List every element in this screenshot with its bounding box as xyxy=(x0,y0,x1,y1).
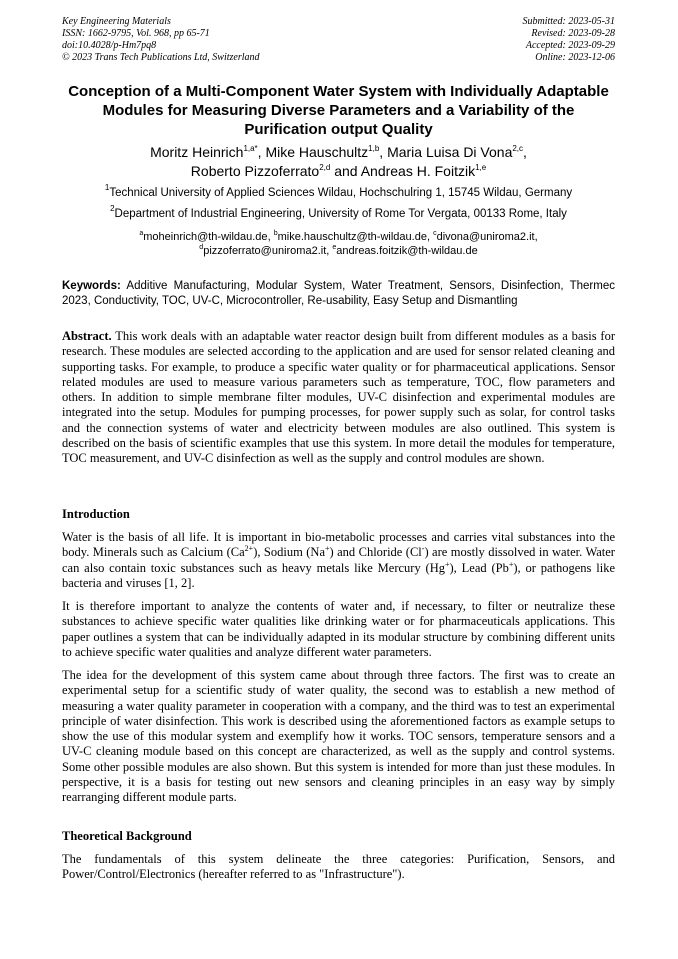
affiliation-text: Technical University of Applied Sciences Wildau, Hochschulring 1, 15745 Wildau, Germany xyxy=(109,187,573,199)
theory-paragraph-1: The fundamentals of this system delineate the three categories: Purification, Sensors, and Power/Control/Electronics (hereafter referred to as "Infrastructure"). xyxy=(62,852,615,882)
affiliation-2 xyxy=(62,204,615,222)
author-affil-mark: 1,a* xyxy=(243,144,258,153)
text-run: ), Lead (Pb xyxy=(449,560,509,575)
author-affil-mark: 1,e xyxy=(475,163,487,172)
intro-paragraph-3: The idea for the development of this system came about through three factors. The first was to create an experimental setup for a scientific study of water quality, the second was to establish a new method of measuring a water quality parameter in cooperation with a company, and the third was to test an experimental principle of water disinfection. This work is described using the aforementioned factors as example setups to show the use of this modular system and exemplify how it works. TOC sensors, temperature sensors and a UV-C cleaning module based on this concept are characterized, as well as the supply and control systems. Some other possible modules are also shown. But this system is intended for more than just these modules. In perspective, it is a basis for testing out new sensors and cleaning principles in an easy way by simply rearranging different module parts. xyxy=(62,668,615,805)
affiliation-mark: 1 xyxy=(104,183,110,192)
author-affil-mark: 1,b xyxy=(368,144,380,153)
email-mark: b xyxy=(273,230,278,237)
charge-superscript: + xyxy=(508,559,514,569)
email-mark: d xyxy=(199,244,204,251)
author-name: Mike Hauschultz xyxy=(265,144,369,160)
keywords-text: Additive Manufacturing, Modular System, Water Treatment, Sensors, Disinfection, Thermec 2023, Conductivity, TOC, UV-C, Microcontroller, Re-usability, Easy Setup and Dismantling xyxy=(62,280,615,307)
abstract-text: This work deals with an adaptable water reactor design built from different modules as a basis for research. These modules are selected according to the application and are used for sensor related cleaning and supporting tasks. For example, to produce a specific water quality or for pharmaceutical applications. Sensor related modules are used to measure various parameters such as temperature, TOC, flow parameters and others. In addition to simple membrane filter modules, UV-C disinfection and experimental modules are integrated into the setup. Modules for pumping processes, for power supply such as solar, for control tasks and the connection systems of water and electricity between modules are also outlined. This system is described on the basis of scientific examples that use this system. In more detail the modules for temperature, TOC measurement, and UV-C disinfection as well as the supply and control modules are shown. xyxy=(62,329,615,466)
email-link[interactable]: mike.hauschultz@th-wildau.de xyxy=(277,231,427,243)
date-online: Online: 2023-12-06 xyxy=(535,52,615,63)
charge-superscript: 2+ xyxy=(244,544,254,554)
email-mark: e xyxy=(332,244,337,251)
section-heading-theoretical-background: Theoretical Background xyxy=(62,829,192,843)
text-run: ) and Chloride (Cl xyxy=(329,545,422,560)
email-mark: c xyxy=(433,230,437,237)
affiliation-text: Department of Industrial Engineering, University of Rome Tor Vergata, 00133 Rome, Italy xyxy=(114,208,567,220)
text-run: Water is the basis of all life. It is important in bio-metabolic processes and carries vital substances into the body. Minerals such as Calcium (Ca xyxy=(62,530,615,560)
keywords xyxy=(62,279,615,309)
author-separator: and xyxy=(330,163,361,179)
journal-name: Key Engineering Materials xyxy=(62,16,171,27)
email-mark: a xyxy=(139,230,144,237)
text-run: ) are mostly dissolved in water. Water can also contain toxic substances such as heavy metals like Mercury (Hg xyxy=(62,545,615,575)
text-run: ), Sodium (Na xyxy=(253,545,325,560)
header-right xyxy=(523,16,616,64)
journal-doi[interactable]: doi:10.4028/p-Hm7pq8 xyxy=(62,40,157,51)
abstract-label: Abstract. xyxy=(62,329,112,343)
charge-superscript: + xyxy=(445,559,450,569)
date-revised: Revised: 2023-09-28 xyxy=(531,28,615,39)
email-link[interactable]: pizzoferrato@uniroma2.it xyxy=(203,245,327,257)
intro-paragraph-2: It is therefore important to analyze the contents of water and, if necessary, to filter or neutralize these substances to achieve specific water qualities like drinking water or for pharmaceuticals applications. This paper outlines a system that can be individually adapted in its modular structure by combining different units to achieve specific water qualities and analyze different water parameters. xyxy=(62,599,615,659)
paper-title: Conception of a Multi-Component Water System with Individually Adaptable Modules for Measuring Diverse Parameters and a Variability of the Purification output Quality xyxy=(68,83,609,138)
author-separator: , xyxy=(523,144,527,160)
author-name: Maria Luisa Di Vona xyxy=(387,144,513,160)
author-name: Andreas H. Foitzik xyxy=(360,163,476,179)
intro-paragraph-1 xyxy=(62,530,615,591)
email-link[interactable]: divona@uniroma2.it xyxy=(436,231,535,243)
author-separator: , xyxy=(379,144,388,160)
journal-copyright: © 2023 Trans Tech Publications Ltd, Switzerland xyxy=(62,52,260,63)
charge-superscript: + xyxy=(325,544,330,554)
author-affil-mark: 2,c xyxy=(512,144,524,153)
email-link[interactable]: andreas.foitzik@th-wildau.de xyxy=(336,245,478,257)
affiliation-1 xyxy=(62,183,615,201)
affiliation-mark: 2 xyxy=(110,204,115,213)
author-name: Roberto Pizzoferrato xyxy=(190,163,320,179)
date-accepted: Accepted: 2023-09-29 xyxy=(525,40,615,51)
author-list xyxy=(62,143,615,181)
date-submitted: Submitted: 2023-05-31 xyxy=(522,16,615,27)
keywords-label: Keywords: xyxy=(62,280,121,292)
author-name: Moritz Heinrich xyxy=(150,144,244,160)
abstract xyxy=(62,329,615,467)
author-separator: , xyxy=(257,144,266,160)
header-left xyxy=(62,16,260,64)
text-run: ), or pathogens like bacteria and viruses [1, 2]. xyxy=(62,560,616,590)
author-affil-mark: 2,d xyxy=(319,163,331,172)
section-heading-introduction: Introduction xyxy=(62,507,130,521)
charge-superscript: - xyxy=(421,544,425,554)
journal-issn: ISSN: 1662-9795, Vol. 968, pp 65-71 xyxy=(62,28,210,39)
email-link[interactable]: moheinrich@th-wildau.de xyxy=(143,231,268,243)
author-emails: $^a$moheinrich@th-wildau.de, $^b$mike.hauschultz@th-wildau.de, $^c$divona@uniroma2.it, $^d$pizzoferrato@uniroma2.it, $^e$andreas.foitzik@th-wildau.de xyxy=(139,230,538,257)
